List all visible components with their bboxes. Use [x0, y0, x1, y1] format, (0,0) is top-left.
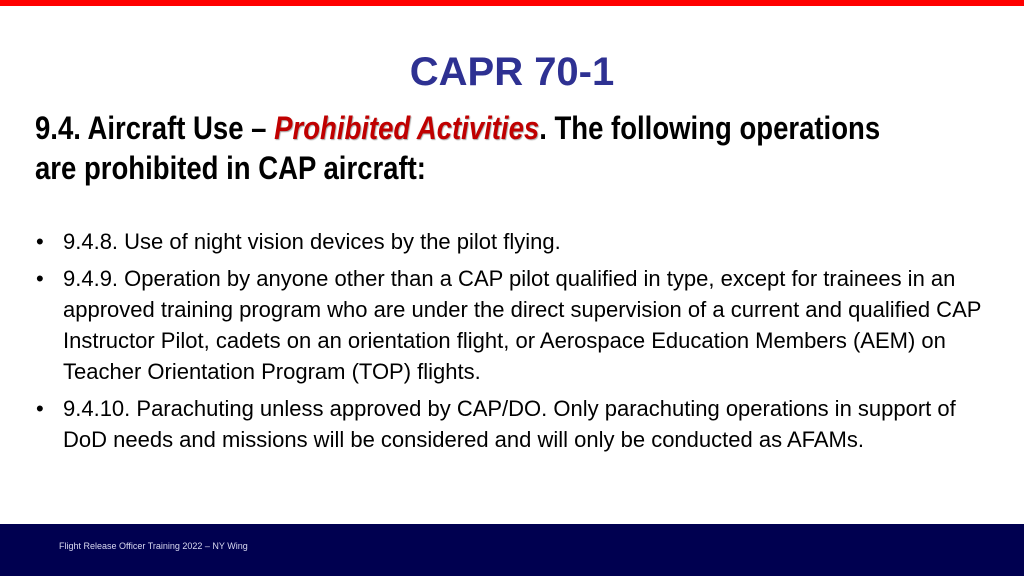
footer-text: Flight Release Officer Training 2022 – NY Wing: [59, 541, 248, 551]
bullet-text: 9.4.8. Use of night vision devices by the pilot flying.: [63, 229, 561, 254]
bullet-icon: •: [36, 396, 44, 421]
heading-suffix: . The following operations are prohibited in CAP aircraft:: [35, 110, 881, 186]
section-heading: [35, 108, 904, 188]
bullet-item: [36, 263, 996, 387]
heading-prefix: 9.4. Aircraft Use –: [35, 110, 275, 146]
bullet-item: [36, 393, 996, 455]
bullet-icon: •: [36, 266, 44, 291]
bullet-text: 9.4.9. Operation by anyone other than a CAP pilot qualified in type, except for trainees in an approved training program who are under the direct supervision of a current and qualified CAP Instructor Pilot, cadets on an orientation flight, or Aerospace Education Members (AEM) on Teacher Orientation Program (TOP) flights.: [63, 266, 982, 384]
footer-bar: [0, 524, 1024, 576]
slide-title: CAPR 70-1: [409, 50, 615, 94]
bullet-icon: •: [36, 229, 44, 254]
top-accent-bar: [0, 0, 1024, 6]
bullet-text: 9.4.10. Parachuting unless approved by CAP/DO. Only parachuting operations in support of DoD needs and missions will be considered and will only be conducted as AFAMs.: [63, 396, 956, 452]
bullet-item: [36, 226, 996, 257]
bullet-list: [36, 226, 996, 461]
heading-emphasis: Prohibited Activities: [274, 110, 540, 146]
